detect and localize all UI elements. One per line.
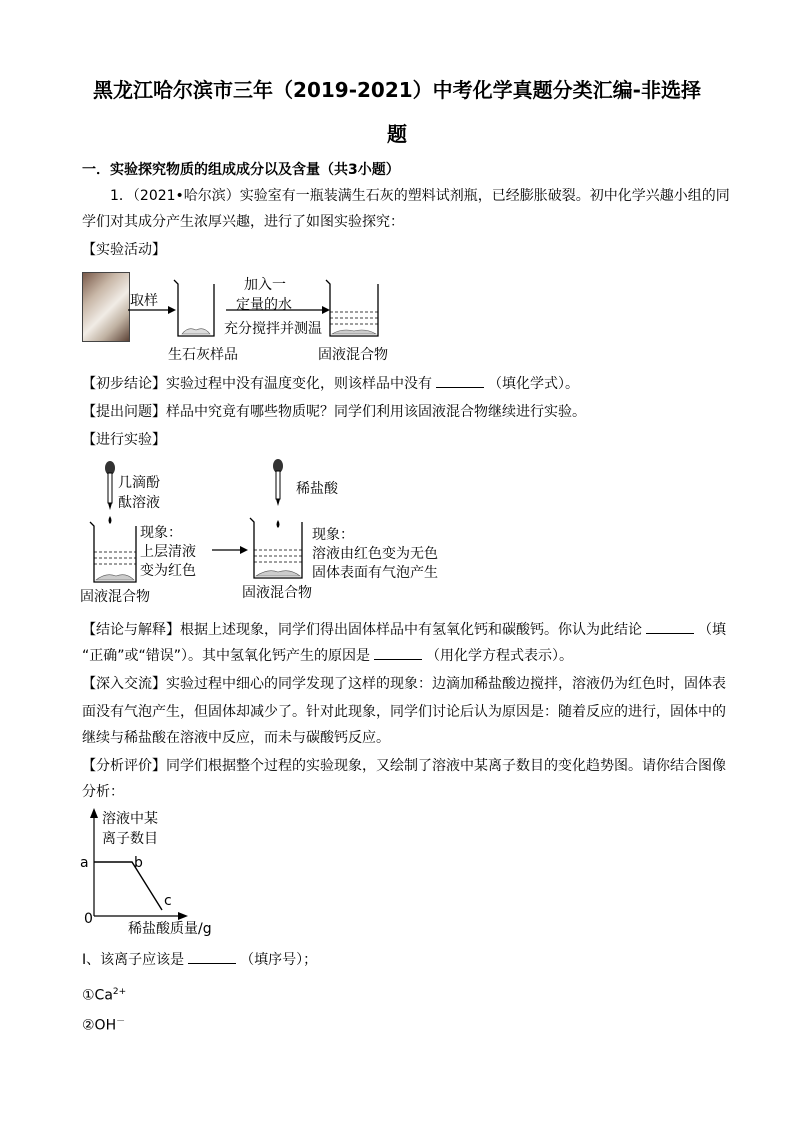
observation-2-line2: 溶液由红色变为无色	[312, 546, 438, 562]
x-axis-arrow	[178, 912, 188, 920]
acid-label: 稀盐酸	[296, 481, 338, 497]
graph-point-b: b	[134, 855, 143, 871]
conclusion-hint: （填	[698, 622, 726, 638]
option-1-charge: 2+	[112, 987, 127, 997]
stir-label: 充分搅拌并测温	[224, 321, 322, 337]
take-sample-label: 取样	[130, 293, 158, 309]
dropper-right-tube	[276, 471, 280, 499]
conclusion-line2	[82, 646, 573, 666]
question-line: 【提出问题】样品中究竟有哪些物质呢？同学们利用该固液混合物继续进行实验。	[82, 404, 586, 420]
trend-line	[94, 862, 162, 910]
document-title-line2: 题	[387, 122, 407, 146]
dropper-left-tip	[108, 503, 112, 510]
option-1-text: ①Ca	[82, 987, 113, 1004]
question-intro-line1: 1．（2021•哈尔滨）实验室有一瓶装满生石灰的塑料试剂瓶，已经膨胀破裂。初中化学兴趣小组的同	[110, 188, 730, 204]
arrow-3-head	[240, 546, 248, 554]
observation-1-line2: 上层清液	[140, 544, 196, 560]
answer-blank-3[interactable]	[374, 647, 422, 660]
dropper-right-tip	[276, 499, 280, 506]
question-intro-line2: 学们对其成分产生浓厚兴趣，进行了如图实验探究：	[82, 214, 404, 230]
conclusion-line1	[82, 620, 726, 640]
add-water-label-1: 加入一	[244, 277, 286, 293]
mixture-label: 固液混合物	[318, 347, 388, 363]
mixture-right-label: 固液混合物	[242, 585, 312, 601]
analysis-line2: 分析：	[82, 784, 124, 800]
beaker-2	[326, 280, 378, 336]
activity-heading: 【实验活动】	[82, 242, 166, 258]
dropper-left-tube	[108, 473, 112, 503]
beaker-right-solid	[256, 571, 300, 576]
add-water-label-2: 定量的水	[236, 297, 292, 313]
answer-blank-2[interactable]	[646, 621, 694, 634]
sample-label: 生石灰样品	[168, 347, 238, 363]
preliminary-hint: （填化学式）。	[488, 376, 579, 392]
observation-1-line3: 变为红色	[140, 563, 196, 579]
beaker-right	[250, 518, 302, 578]
section-heading: 一．实验探究物质的组成成分以及含量（共3小题）	[82, 162, 400, 178]
conclusion-line2-text: “正确”或“错误”）。其中氢氧化钙产生的原因是	[82, 648, 371, 664]
option-2-text: ②OH	[82, 1017, 117, 1034]
sub-question-hint: （填序号）；	[240, 952, 318, 968]
preliminary-text: 【初步结论】实验过程中没有温度变化，则该样品中没有	[82, 376, 432, 392]
graph-point-a: a	[80, 855, 89, 871]
drops-label-1: 几滴酚	[118, 475, 160, 491]
deep-exchange-line3: 继续与稀盐酸在溶液中反应，而未与碳酸钙反应。	[82, 730, 390, 746]
mixture-left-label: 固液混合物	[80, 589, 150, 605]
arrow-1-head	[168, 306, 176, 314]
graph-ylabel-1: 溶液中某	[102, 811, 158, 827]
sub-question-text: Ⅰ、该离子应该是	[82, 952, 185, 968]
sample-bottle-photo	[82, 272, 130, 342]
graph-xlabel: 稀盐酸质量/g	[128, 921, 212, 937]
sub-question-1	[82, 950, 317, 970]
conclusion-text: 【结论与解释】根据上述现象，同学们得出固体样品中有氢氧化钙和碳酸钙。你认为此结论	[82, 622, 642, 638]
drops-label-2: 酞溶液	[118, 495, 160, 511]
deep-exchange-line1: 【深入交流】实验过程中细心的同学发现了这样的现象：边滴加稀盐酸边搅拌，溶液仍为红色时，固体表	[82, 676, 726, 692]
graph-origin: 0	[84, 911, 93, 927]
observation-2-line1: 现象：	[312, 527, 354, 543]
conclusion-line2-hint: （用化学方程式表示）。	[426, 648, 574, 664]
option-1	[82, 982, 126, 1006]
beaker-1	[174, 280, 214, 336]
graph-ylabel-2: 离子数目	[102, 831, 158, 847]
preliminary-conclusion	[82, 374, 579, 394]
experiment-heading: 【进行实验】	[82, 432, 166, 448]
observation-2-line3: 固体表面有气泡产生	[312, 565, 438, 581]
document-title-line1: 黑龙江哈尔滨市三年（2019-2021）中考化学真题分类汇编-非选择	[93, 78, 701, 102]
answer-blank-1[interactable]	[436, 375, 484, 388]
beaker-2-solid	[332, 330, 376, 334]
beaker-left-solid	[96, 575, 134, 580]
y-axis-arrow	[90, 808, 98, 818]
drop-right	[277, 520, 280, 528]
analysis-line1: 【分析评价】同学们根据整个过程的实验现象，又绘制了溶液中某离子数目的变化趋势图。请你结合图像	[82, 758, 726, 774]
drop-left	[109, 516, 112, 524]
beaker-1-solid	[182, 329, 210, 334]
option-2	[82, 1012, 125, 1036]
graph-point-c: c	[164, 893, 172, 909]
arrow-2-head	[322, 306, 330, 314]
observation-1-line1: 现象：	[140, 525, 182, 541]
deep-exchange-line2: 面没有气泡产生，但固体却减少了。针对此现象，同学们讨论后认为原因是：随着反应的进行，固体中的	[82, 704, 726, 720]
answer-blank-4[interactable]	[188, 951, 236, 964]
option-2-charge: －	[116, 1017, 126, 1027]
